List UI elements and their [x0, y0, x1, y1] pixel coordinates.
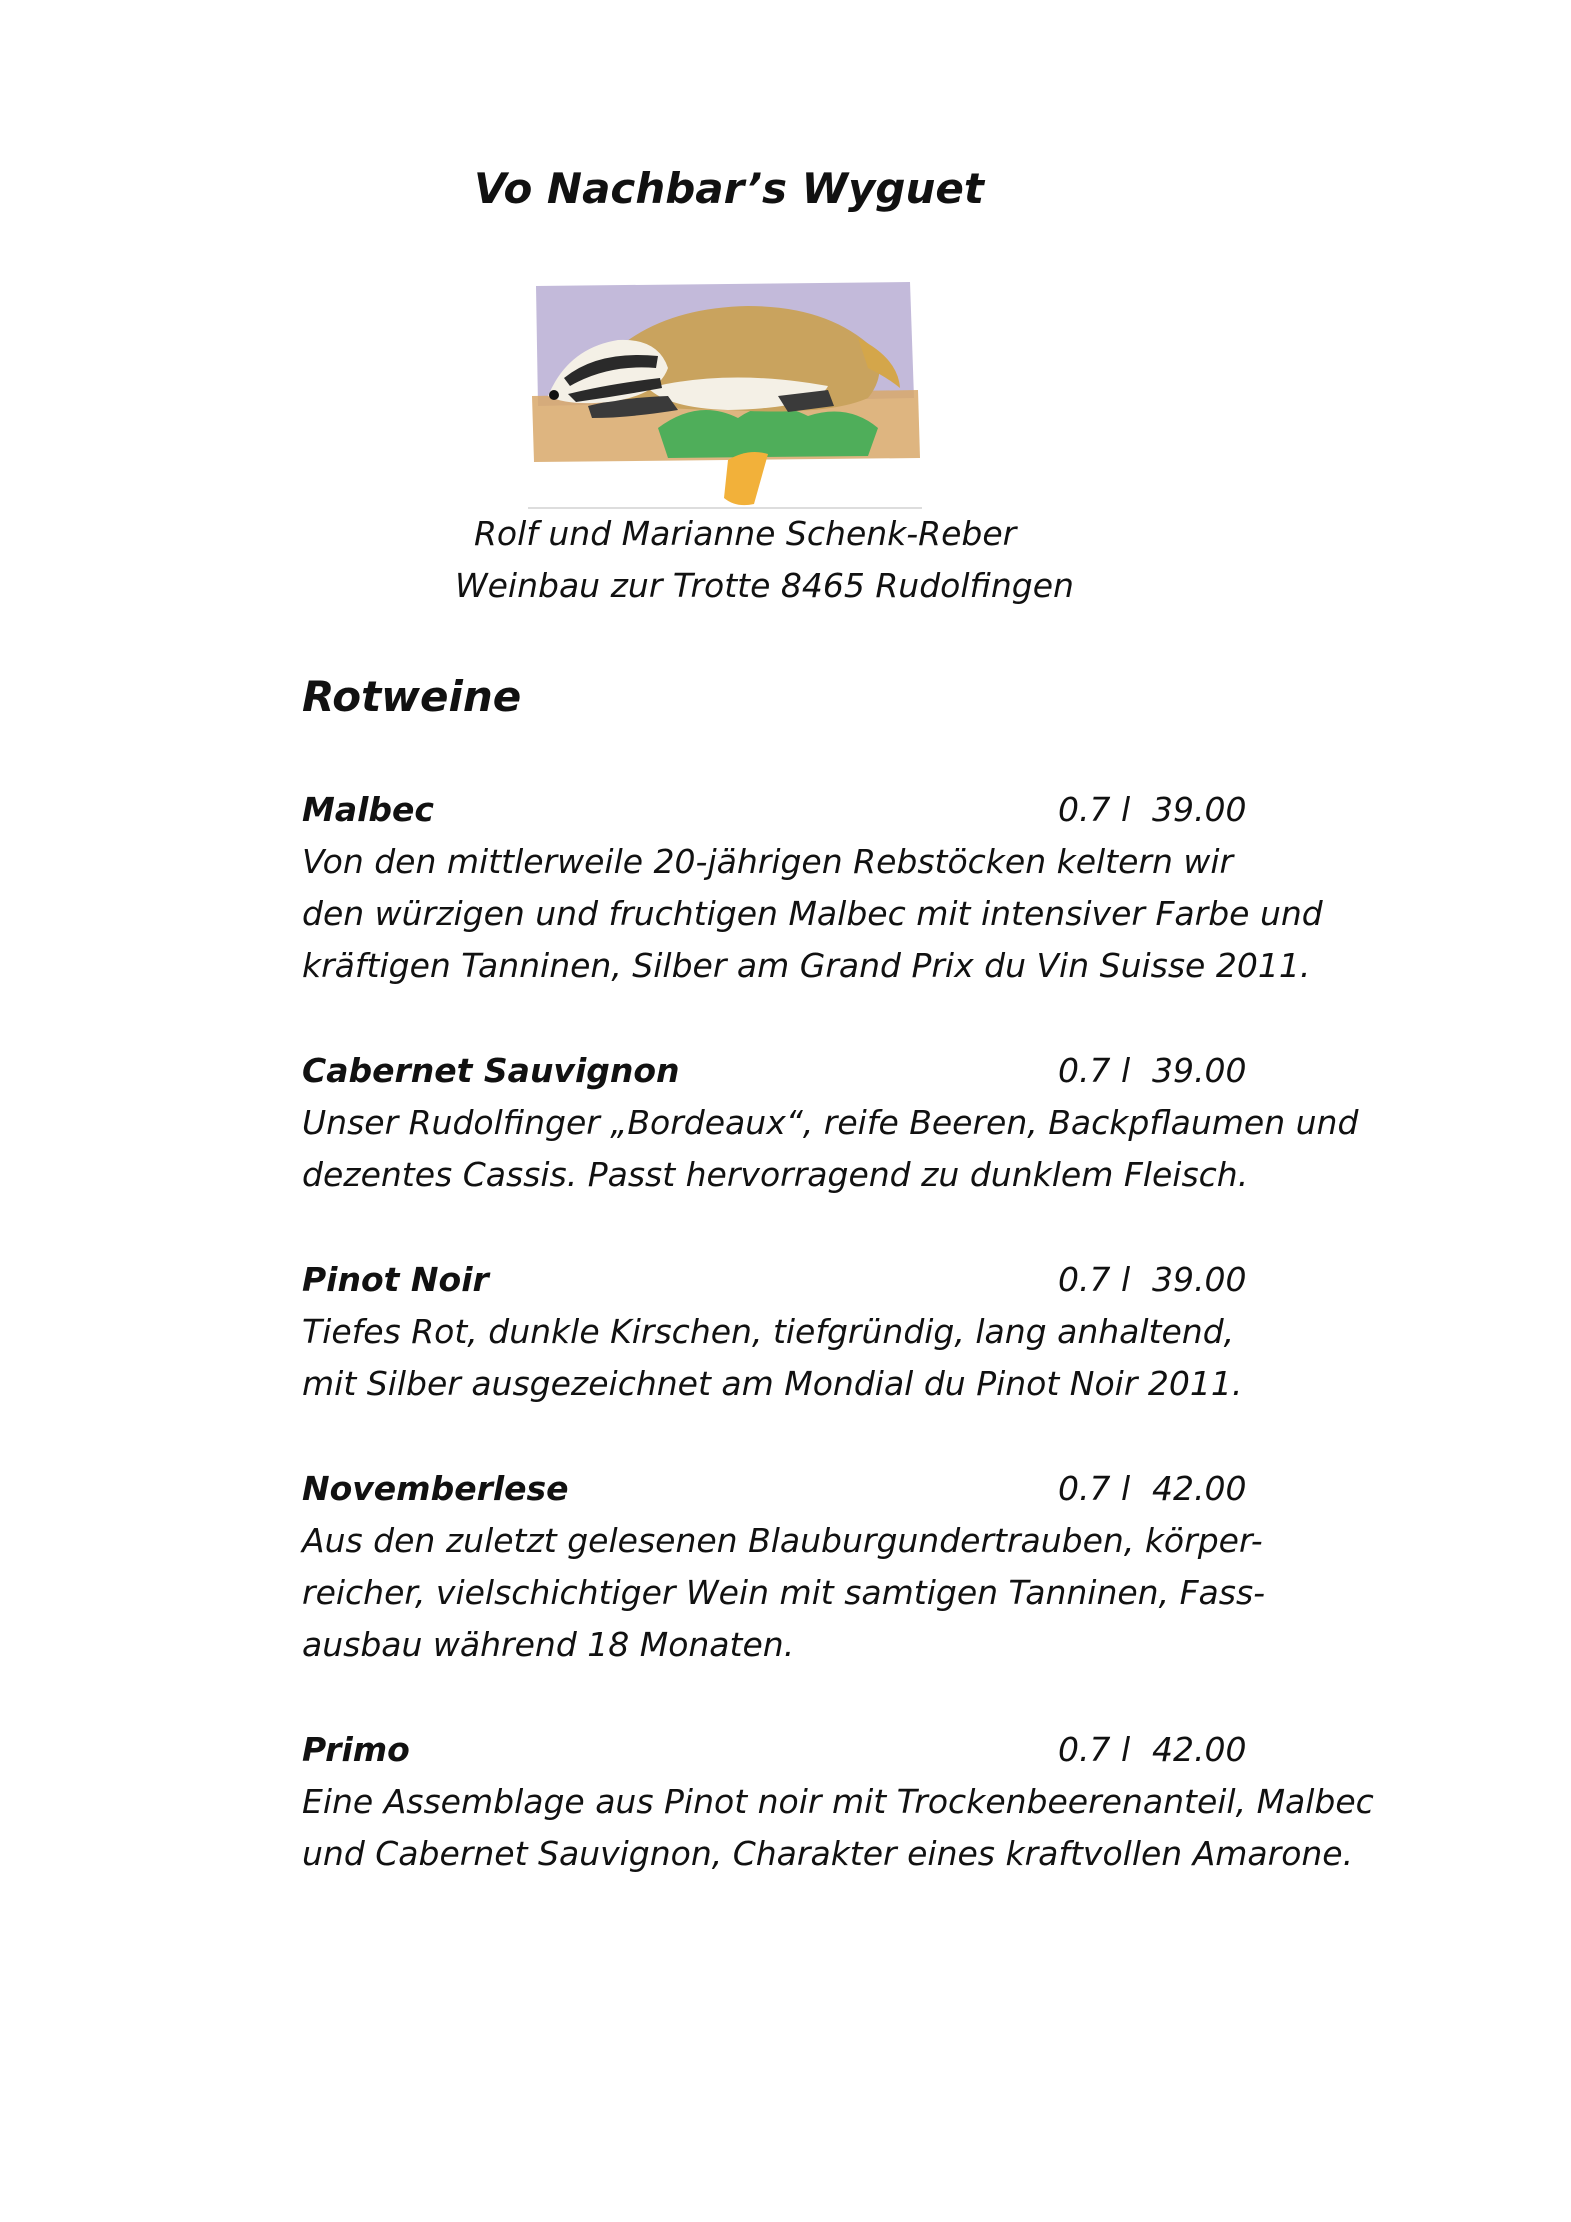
wine-volume: 0.7 l [1058, 1260, 1131, 1299]
wine-entry-novemberlese [302, 1469, 1302, 1677]
wine-description-line: kräftigen Tanninen, Silber am Grand Prix du Vin Suisse 2011. [302, 946, 1311, 985]
wine-description-line: Unser Rudolfinger „Bordeaux“, reife Beeren, Backpflaumen und [302, 1103, 1359, 1142]
wine-name: Malbec [302, 790, 434, 829]
wine-price: 42.00 [1152, 1730, 1247, 1769]
wine-volume: 0.7 l [1058, 1051, 1131, 1090]
wine-price: 39.00 [1152, 1260, 1247, 1299]
wine-price: 39.00 [1152, 1051, 1247, 1090]
wine-description-line: und Cabernet Sauvignon, Charakter eines kraftvollen Amarone. [302, 1834, 1354, 1873]
wine-entry-malbec [302, 790, 1323, 998]
section-title: Rotweine [302, 672, 522, 721]
page-title: Vo Nachbar’s Wyguet [474, 164, 984, 213]
wine-volume: 0.7 l [1058, 1730, 1131, 1769]
wine-volume: 0.7 l [1058, 1469, 1131, 1508]
wine-description-line: Tiefes Rot, dunkle Kirschen, tiefgründig, lang anhaltend, [302, 1312, 1235, 1351]
wine-description-line: Eine Assemblage aus Pinot noir mit Trockenbeerenanteil, Malbec [302, 1782, 1374, 1821]
wine-description-line: dezentes Cassis. Passt hervorragend zu dunklem Fleisch. [302, 1155, 1249, 1194]
wine-volume: 0.7 l [1058, 790, 1131, 829]
address-line-2: Weinbau zur Trotte 8465 Rudolfingen [455, 566, 1074, 605]
wine-price: 39.00 [1152, 790, 1247, 829]
wine-entry-pinot-noir [302, 1260, 1302, 1416]
wine-description-line: Von den mittlerweile 20-jährigen Rebstöcken keltern wir [302, 842, 1234, 881]
wine-description-line: mit Silber ausgezeichnet am Mondial du Pinot Noir 2011. [302, 1364, 1243, 1403]
wine-description-line: reicher, vielschichtiger Wein mit samtigen Tanninen, Fass- [302, 1573, 1266, 1612]
wine-entry-cabernet-sauvignon [302, 1051, 1359, 1207]
wine-name: Cabernet Sauvignon [302, 1051, 680, 1090]
badger-logo-icon [528, 278, 922, 510]
wine-entry-primo [302, 1730, 1374, 1886]
wine-description-line: den würzigen und fruchtigen Malbec mit intensiver Farbe und [302, 894, 1323, 933]
wine-description-line: ausbau während 18 Monaten. [302, 1625, 795, 1664]
wine-name: Primo [302, 1730, 410, 1769]
address-line-1: Rolf und Marianne Schenk-Reber [474, 514, 1017, 553]
wine-description-line: Aus den zuletzt gelesenen Blauburgundertrauben, körper- [302, 1521, 1263, 1560]
wine-name: Pinot Noir [302, 1260, 489, 1299]
wine-name: Novemberlese [302, 1469, 569, 1508]
wine-price: 42.00 [1152, 1469, 1247, 1508]
